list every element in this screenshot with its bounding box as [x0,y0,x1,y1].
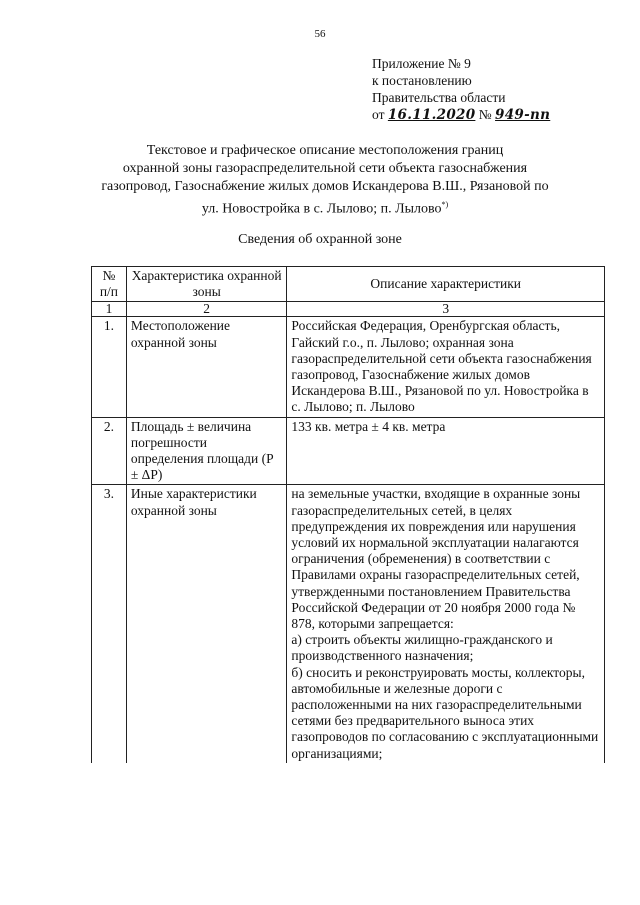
row-description: Российская Федерация, Оренбургская область, Гайский г.о., п. Лылово; охранная зона газораспределительной сети объекта газоснабжения газопровод, Газоснабжение жилых домов Искандерова В.Ш., Рязановой по ул. Новостройка в с. Лылово; п. Лылово [287,317,605,417]
page-number: 56 [314,28,326,40]
title-line-4-text: ул. Новостройка в с. Лылово; п. Лылово [201,201,442,217]
header-col-characteristic: Характеристика охранной зоны [126,267,287,302]
section-subtitle: Сведения об охранной зоне [238,232,402,247]
row-description: 133 кв. метра ± 4 кв. метра [287,417,605,485]
number-prefix: № [478,107,492,122]
title-line-3: газопровод, Газоснабжение жилых домов Искандерова В.Ш., Рязановой по [101,179,549,194]
row-characteristic: Площадь ± величина погрешности определения площади (P ± ΔP) [126,417,287,485]
table-row [92,485,605,763]
numbering-cell-2: 2 [126,302,287,317]
protection-zone-table [91,266,605,763]
restriction-item-a: а) строить объекты жилищно-гражданского и производственного назначения; [291,632,553,664]
document-title [60,142,590,219]
handwritten-date: 16.11.2020 [387,107,476,123]
row-characteristic: Иные характеристики охранной зоны [126,485,287,763]
title-line-2: охранной зоны газораспределительной сети объекта газоснабжения [122,161,528,176]
row-characteristic: Местоположение охранной зоны [126,317,287,417]
title-line-1: Текстовое и графическое описание местоположения границ [146,143,504,158]
row-number: 2. [92,417,127,485]
appendix-line-1: Приложение № 9 [372,56,471,71]
numbering-cell-3: 3 [287,302,605,317]
title-line-4 [60,196,590,219]
table-row [92,417,605,485]
restriction-item-b: б) сносить и реконструировать мосты, коллекторы, автомобильные и железные дороги с расположенными на них газораспределительными сетями без предварительного выноса этих газопроводов по согласованию с эксплуатационными организациями; [291,664,599,761]
header-col-description: Описание характеристики [287,267,605,302]
handwritten-number: 949-пп [495,107,551,123]
table-numbering-row [92,302,605,317]
appendix-block [372,55,550,124]
appendix-line-3: Правительства области [372,90,506,105]
numbering-cell-1: 1 [92,302,127,317]
date-prefix: от [372,107,385,122]
header-col-number: № п/п [92,267,127,302]
appendix-line-2: к постановлению [372,73,472,88]
row-number: 3. [92,485,127,763]
appendix-date-line [372,106,550,124]
row-description [287,485,605,763]
description-intro: на земельные участки, входящие в охранные зоны газораспределительных сетей, в целях предупреждения их повреждения или нарушения условий их нормальной эксплуатации налагаются ограничения (обременения) в соответствии с Правилами охраны газораспределительных сетей, утвержденными постановлением Правительства Российской Федерации от 20 ноября 2000 года № 878, которыми запрещается: [291,486,581,632]
row-number: 1. [92,317,127,417]
table-header-row [92,267,605,302]
table-row [92,317,605,417]
footnote-mark: *) [441,200,449,209]
